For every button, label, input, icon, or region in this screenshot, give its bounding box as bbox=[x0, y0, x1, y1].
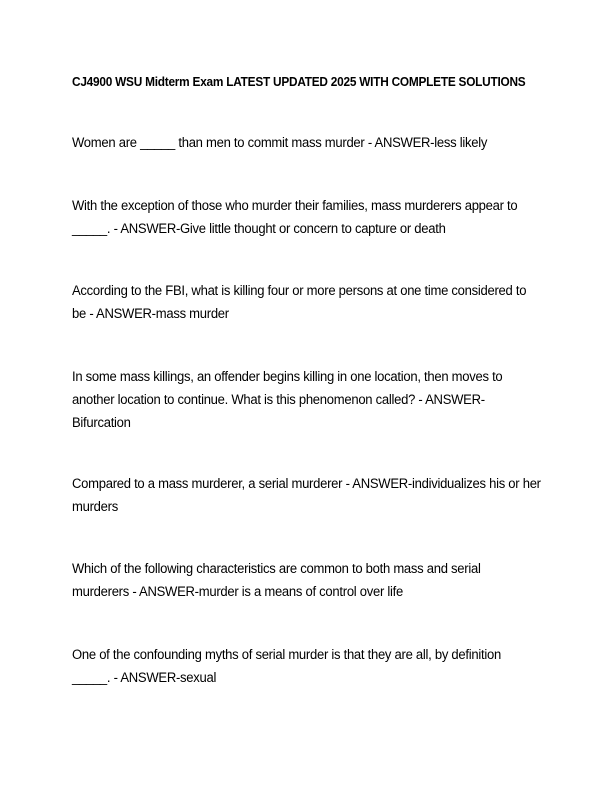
answer-separator: - ANSWER- bbox=[128, 584, 199, 600]
answer-text: mass murder bbox=[155, 306, 229, 322]
question-text: Women are _____ than men to commit mass murder bbox=[72, 135, 365, 151]
answer-separator: - ANSWER- bbox=[342, 476, 412, 492]
answer-text: individualizes his or her murders bbox=[72, 476, 541, 515]
qa-item bbox=[72, 644, 541, 690]
answer-separator: - ANSWER- bbox=[364, 135, 435, 151]
question-text: In some mass killings, an offender begins killing in one location, then moves to another location to continue. What is this phenomenon called? bbox=[72, 369, 503, 408]
qa-item bbox=[72, 132, 532, 155]
qa-item bbox=[72, 280, 541, 326]
question-text: One of the confounding myths of serial murder is that they are all, by definition _____. bbox=[72, 647, 501, 686]
qa-item bbox=[72, 558, 532, 604]
answer-text: less likely bbox=[434, 135, 488, 151]
answer-text: Give little thought or concern to capture or death bbox=[180, 221, 446, 237]
answer-separator: - ANSWER- bbox=[85, 306, 156, 322]
answer-text: sexual bbox=[180, 670, 217, 686]
question-text: With the exception of those who murder their families, mass murderers appear to _____. bbox=[72, 198, 518, 237]
answer-text: Bifurcation bbox=[72, 415, 131, 431]
document-title: CJ4900 WSU Midterm Exam LATEST UPDATED 2025 WITH COMPLETE SOLUTIONS bbox=[72, 75, 526, 89]
answer-separator: - ANSWER- bbox=[110, 670, 181, 686]
answer-separator: - ANSWER- bbox=[415, 392, 485, 408]
qa-item bbox=[72, 195, 541, 241]
question-text: According to the FBI, what is killing four or more persons at one time considered to be bbox=[72, 283, 527, 322]
qa-item bbox=[72, 366, 532, 435]
qa-item bbox=[72, 473, 541, 519]
answer-text: murder is a means of control over life bbox=[198, 584, 404, 600]
question-text: Which of the following characteristics are common to both mass and serial murderers bbox=[72, 561, 481, 600]
question-text: Compared to a mass murderer, a serial murderer bbox=[72, 476, 343, 492]
answer-separator: - ANSWER- bbox=[110, 221, 181, 237]
